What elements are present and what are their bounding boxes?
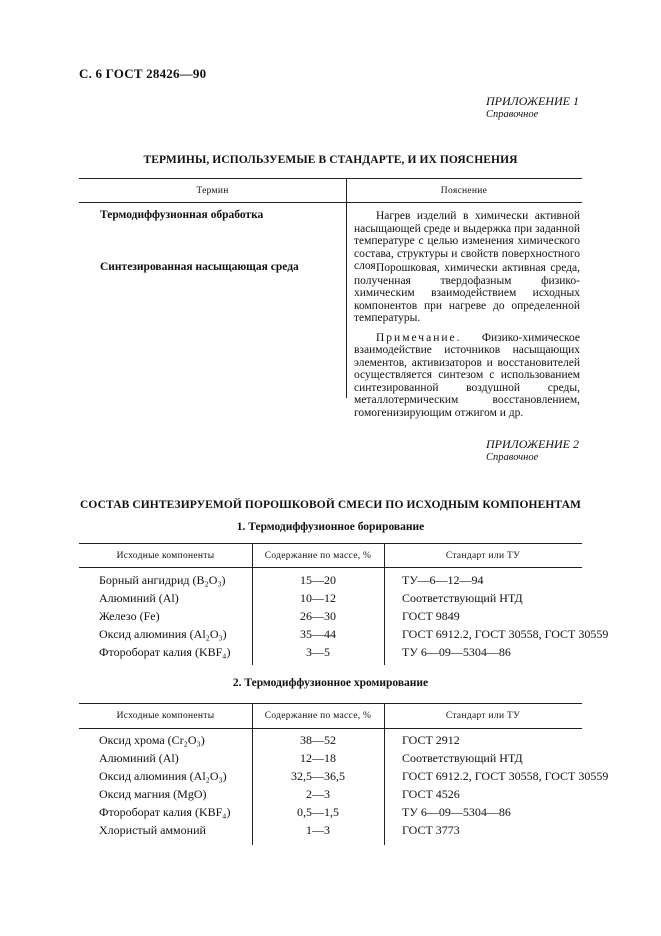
content-cell: 26—30 xyxy=(300,609,336,623)
note-label: Примечание. xyxy=(376,331,462,344)
appendix-2-label: ПРИЛОЖЕНИЕ 2 xyxy=(486,437,579,451)
terms-table-header-rule xyxy=(79,202,582,203)
appendix-2-kind: Справочное xyxy=(486,452,539,463)
component-cell: Хлористый аммоний xyxy=(99,823,206,837)
standard-cell: ГОСТ 3773 xyxy=(402,823,460,837)
component-cell: Оксид хрома (Cr₂O₃) xyxy=(99,733,205,747)
appendix-1-title: ТЕРМИНЫ, ИСПОЛЬЗУЕМЫЕ В СТАНДАРТЕ, И ИХ ПОЯСНЕНИЯ xyxy=(143,154,518,166)
terms-col-term: Термин xyxy=(196,186,229,196)
content-cell: 0,5—1,5 xyxy=(297,805,339,819)
appendix-1-kind: Справочное xyxy=(486,109,539,120)
terms-table-top-rule xyxy=(79,178,582,179)
standard-cell: ГОСТ 6912.2, ГОСТ 30558, ГОСТ 30559 xyxy=(402,769,609,783)
content-cell: 2—3 xyxy=(306,787,330,801)
content-cell: 35—44 xyxy=(300,627,336,641)
explanation-2-note xyxy=(354,332,580,420)
appendix-2-title: СОСТАВ СИНТЕЗИРУЕМОЙ ПОРОШКОВОЙ СМЕСИ ПО ИСХОДНЫМ КОМПОНЕНТАМ xyxy=(80,499,581,511)
table-2-top-rule xyxy=(79,703,582,704)
table-2-col-component: Исходные компоненты xyxy=(116,711,215,721)
table-2-col-standard: Стандарт или ТУ xyxy=(445,711,521,721)
appendix-1-label-block xyxy=(486,95,579,121)
table-2-subtitle: 2. Термодиффузионное хромирование xyxy=(232,677,429,689)
component-cell: Алюминий (Al) xyxy=(99,591,179,605)
component-cell: Фтороборат калия (KBF₄) xyxy=(99,645,231,659)
note-text: Физико-химическое взаимодействие источников насыщающих элементов, активизаторов и восстановителей осуществляется синтезом с использованием синтезированной воздушной среды, металлотермическим восстановлением, гомогенизирующим отжигом и др. xyxy=(354,331,580,419)
standard-cell: ГОСТ 6912.2, ГОСТ 30558, ГОСТ 30559 xyxy=(402,627,609,641)
explanation-2-text: Порошковая, химически активная среда, полученная твердофазным физико-химическим взаимодействием исходных компонентов при нагреве до определенной температуры. xyxy=(354,262,580,324)
table-2-divider-2 xyxy=(384,703,385,845)
standard-cell: Соответствующий НТД xyxy=(402,591,523,605)
component-cell: Оксид магния (MgO) xyxy=(99,787,207,801)
component-cell: Оксид алюминия (Al₂O₃) xyxy=(99,627,227,641)
page-header: С. 6 ГОСТ 28426—90 xyxy=(79,66,207,81)
appendix-2-label-block xyxy=(486,438,579,464)
component-cell: Железо (Fe) xyxy=(99,609,160,623)
explanation-2 xyxy=(354,262,580,419)
table-1-divider-2 xyxy=(384,543,385,665)
standard-cell: ГОСТ 9849 xyxy=(402,609,460,623)
table-2-header-rule xyxy=(79,728,582,729)
standard-cell: Соответствующий НТД xyxy=(402,751,523,765)
appendix-1-label: ПРИЛОЖЕНИЕ 1 xyxy=(486,94,579,108)
content-cell: 32,5—36,5 xyxy=(291,769,345,783)
component-cell: Борный ангидрид (B₂O₃) xyxy=(99,573,226,587)
content-cell: 38—52 xyxy=(300,733,336,747)
standard-cell: ГОСТ 4526 xyxy=(402,787,460,801)
standard-cell: ТУ 6—09—5304—86 xyxy=(402,805,511,819)
standard-cell: ТУ 6—09—5304—86 xyxy=(402,645,511,659)
component-cell: Оксид алюминия (Al₂O₃) xyxy=(99,769,227,783)
content-cell: 10—12 xyxy=(300,591,336,605)
table-1-top-rule xyxy=(79,543,582,544)
standard-cell: ГОСТ 2912 xyxy=(402,733,460,747)
table-1-header-rule xyxy=(79,567,582,568)
table-1-col-content: Содержание по массе, % xyxy=(264,551,372,561)
term-2: Синтезированная насыщающая среда xyxy=(100,261,299,273)
term-1: Термодиффузионная обработка xyxy=(100,209,264,221)
content-cell: 1—3 xyxy=(306,823,330,837)
content-cell: 15—20 xyxy=(300,573,336,587)
content-cell: 3—5 xyxy=(306,645,330,659)
component-cell: Алюминий (Al) xyxy=(99,751,179,765)
explanation-1-text: Нагрев изделий в химически активной насыщающей среде и выдержка при заданной температуре с целью изменения химического состава, структуры и свойств поверхностного слоя xyxy=(354,210,580,272)
standard-cell: ТУ—6—12—94 xyxy=(402,573,484,587)
table-1-subtitle: 1. Термодиффузионное борирование xyxy=(236,521,425,533)
terms-col-explanation: Пояснение xyxy=(440,186,488,196)
terms-table-column-divider xyxy=(346,178,347,398)
table-1-col-component: Исходные компоненты xyxy=(116,551,215,561)
content-cell: 12—18 xyxy=(300,751,336,765)
table-2-col-content: Содержание по массе, % xyxy=(264,711,372,721)
component-cell: Фтороборат калия (KBF₄) xyxy=(99,805,231,819)
table-1-col-standard: Стандарт или ТУ xyxy=(445,551,521,561)
